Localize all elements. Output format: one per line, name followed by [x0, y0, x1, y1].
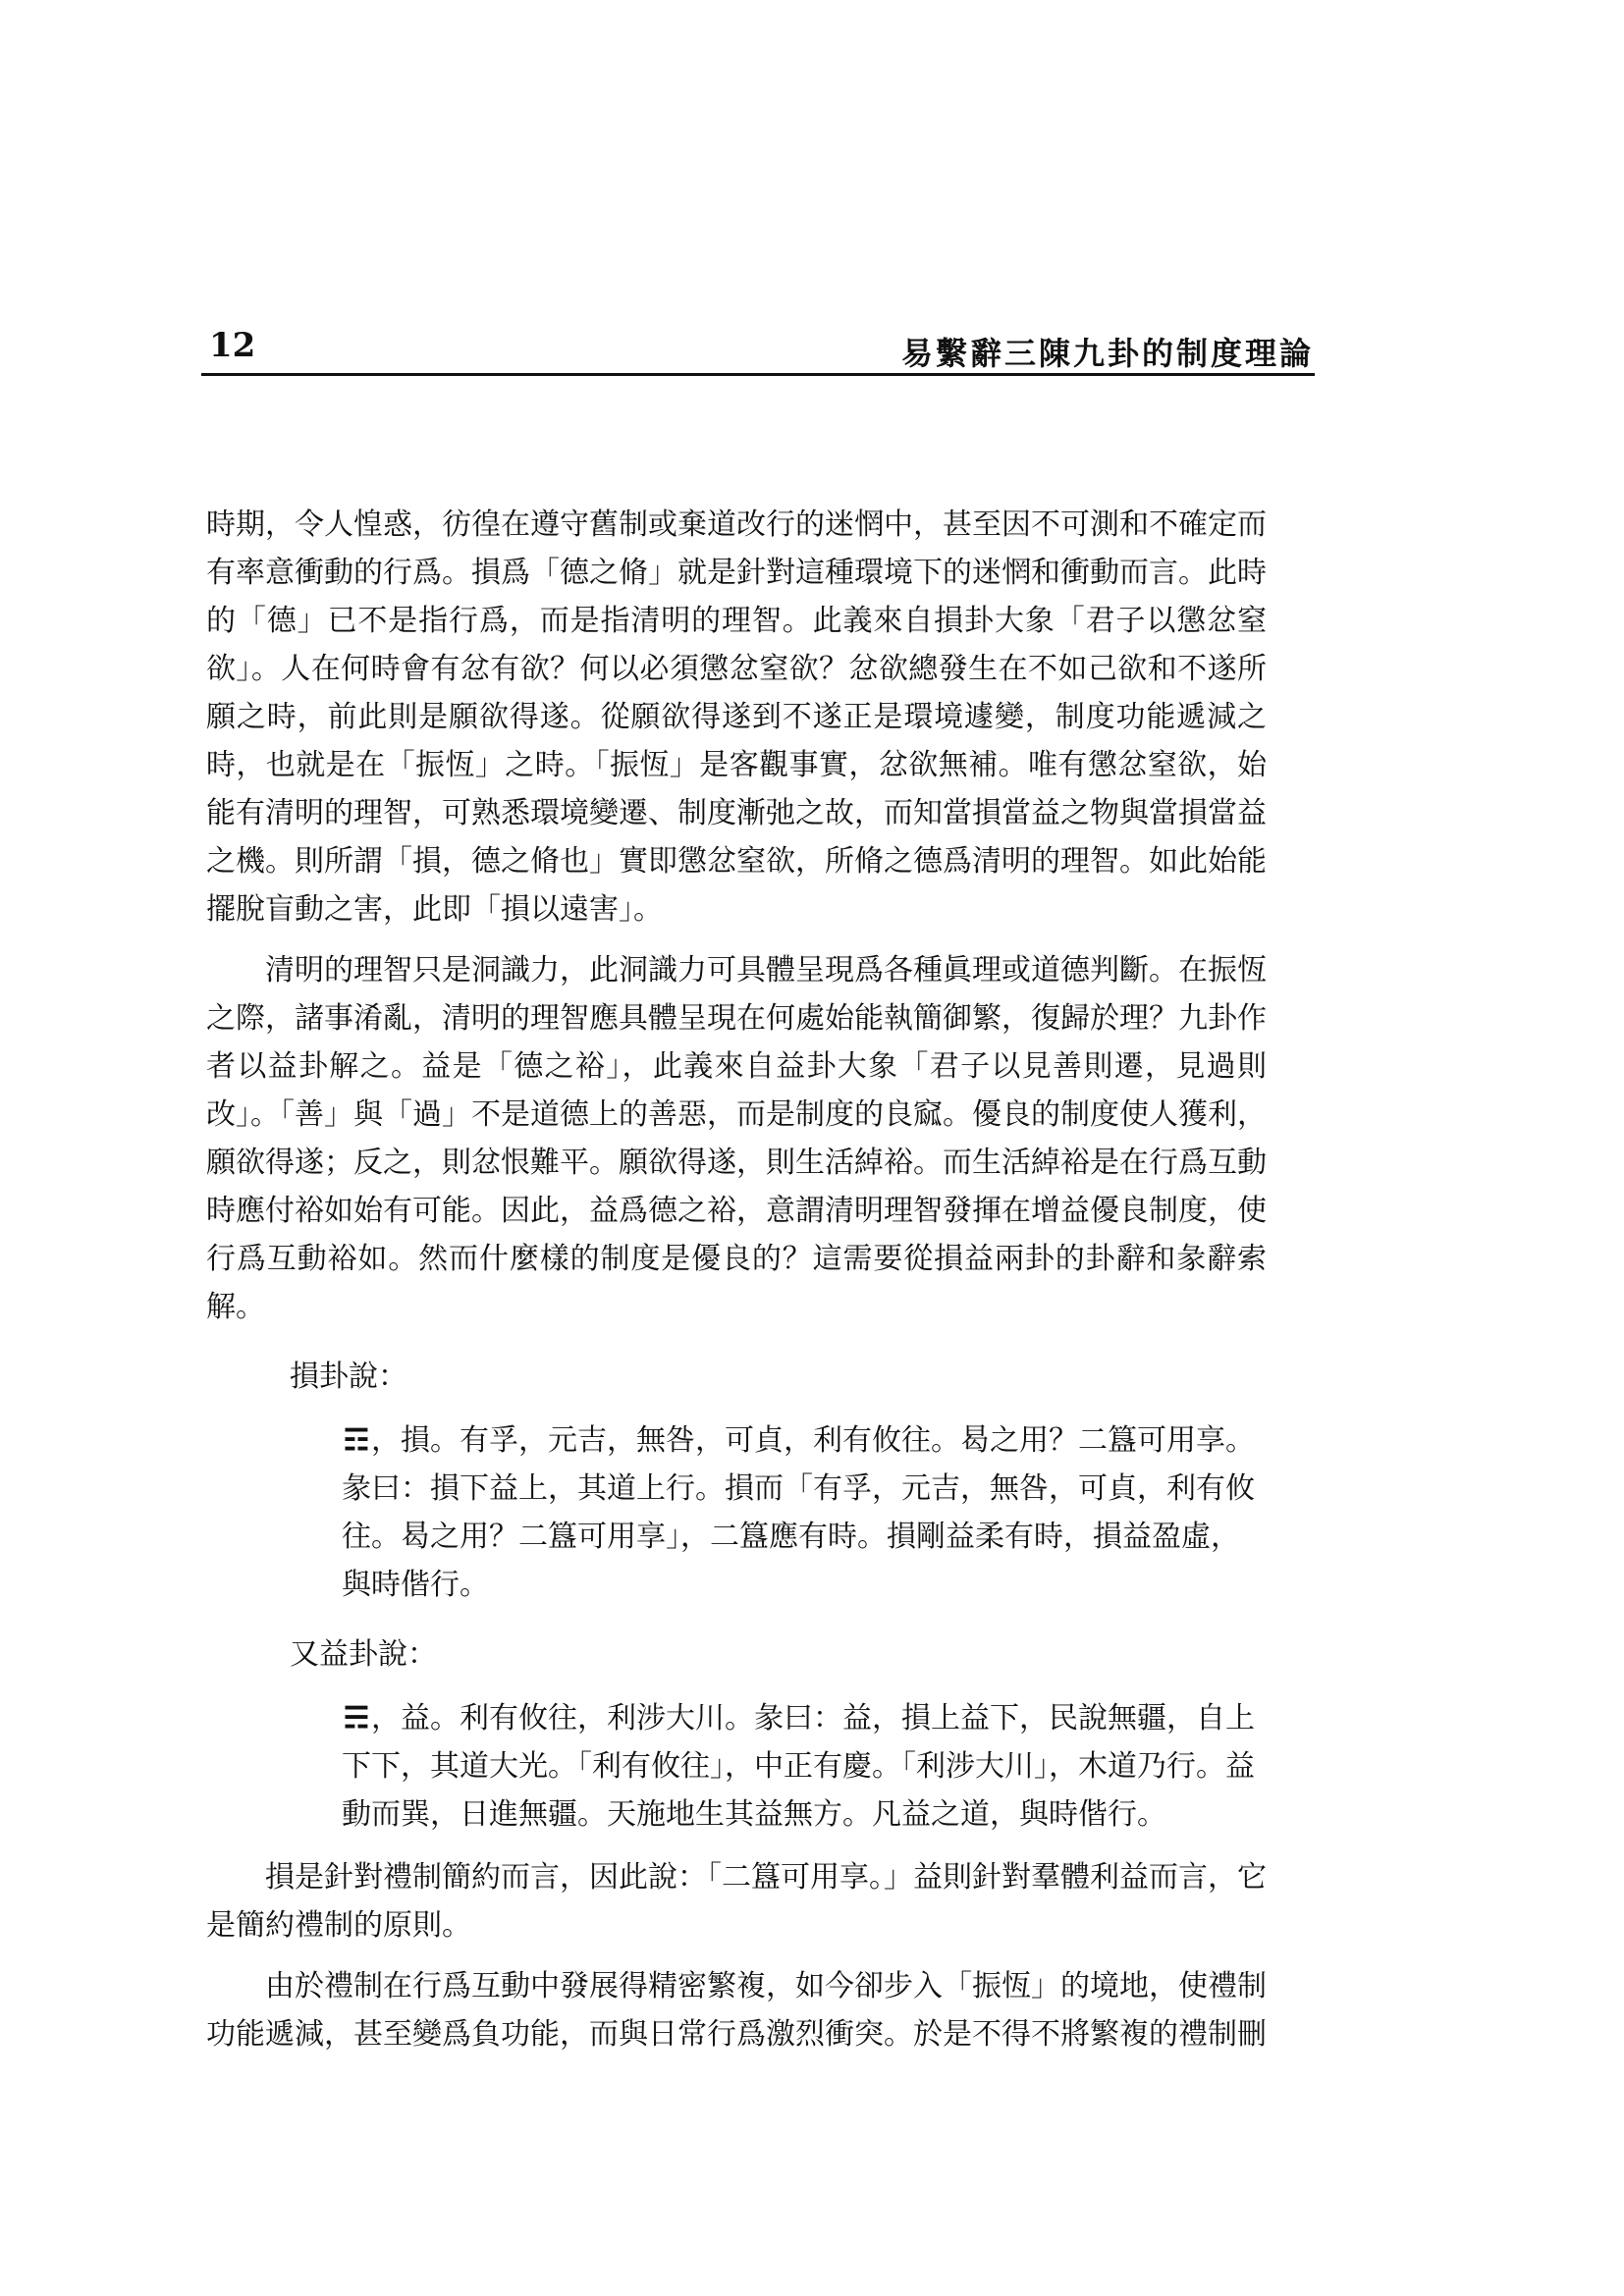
yi-quote-text: ，益。利有攸往，利涉大川。彖曰：益，損上益下，民說無疆，自上下下，其道大光。「利有攸往」，中正有慶。「利涉大川」，木道乃行。益動而巽，日進無疆。天施地生其益無方。凡益之道，與時偕行。 [342, 1701, 1255, 1832]
yi-hexagram-quote [342, 1694, 1267, 1839]
sun-hexagram-label: 損卦說： [290, 1360, 407, 1394]
yi-hexagram-label: 又益卦說： [290, 1637, 437, 1672]
sun-hexagram-icon: ☶ [343, 1423, 370, 1458]
body-text [206, 501, 1267, 2071]
page-number: 12 [209, 326, 256, 365]
sun-quote-text: ，損。有孚，元吉，無咎，可貞，利有攸往。曷之用？二簋可用享。彖曰：損下益上，其道上行。損而「有孚，元吉，無咎，可貞，利有攸往。曷之用？二簋可用享」，二簋應有時。損剛益柔有時，損益盈虛，與時偕行。 [342, 1423, 1255, 1602]
running-title: 易繫辭三陳九卦的制度理論 [900, 335, 1314, 372]
header-rule [201, 373, 1315, 376]
paragraph-4: 由於禮制在行爲互動中發展得精密繁複，如今卻步入「振恆」的境地，使禮制功能遞減，甚至變爲負功能，而與日常行爲激烈衝突。於是不得不將繁複的禮制刪 [206, 1969, 1267, 2052]
paragraph-1: 時期，令人惶惑，彷徨在遵守舊制或棄道改行的迷惘中，甚至因不可測和不確定而有率意衝動的行爲。損爲「德之脩」就是針對這種環境下的迷惘和衝動而言。此時的「德」已不是指行爲，而是指清明的理智。此義來自損卦大象「君子以懲忿窒欲」。人在何時會有忿有欲？何以必須懲忿窒欲？忿欲總發生在不如己欲和不遂所願之時，前此則是願欲得遂。從願欲得遂到不遂正是環境遽變，制度功能遞減之時，也就是在「振恆」之時。「振恆」是客觀事實，忿欲無補。唯有懲忿窒欲，始能有清明的理智，可熟悉環境變遷、制度漸弛之故，而知當損當益之物與當損當益之機。則所謂「損，德之脩也」實即懲忿窒欲，所脩之德爲清明的理智。如此始能擺脫盲動之害，此即「損以遠害」。 [206, 507, 1267, 927]
yi-hexagram-icon: ☴ [343, 1701, 370, 1735]
paragraph-2: 清明的理智只是洞識力，此洞識力可具體呈現爲各種眞理或道德判斷。在振恆之際，諸事淆亂，清明的理智應具體呈現在何處始能執簡御繁，復歸於理？九卦作者以益卦解之。益是「德之裕」，此義來自益卦大象「君子以見善則遷，見過則改」。「善」與「過」不是道德上的善惡，而是制度的良窳。優良的制度使人獲利，願欲得遂；反之，則忿恨難平。願欲得遂，則生活綽裕。而生活綽裕是在行爲互動時應付裕如始有可能。因此，益爲德之裕，意謂清明理智發揮在增益優良制度，使行爲互動裕如。然而什麼樣的制度是優良的？這需要從損益兩卦的卦辭和彖辭索解。 [206, 953, 1267, 1324]
paragraph-3: 損是針對禮制簡約而言，因此說：「二簋可用享。」益則針對羣體利益而言，它是簡約禮制的原則。 [206, 1860, 1267, 1943]
sun-hexagram-quote [342, 1416, 1267, 1609]
